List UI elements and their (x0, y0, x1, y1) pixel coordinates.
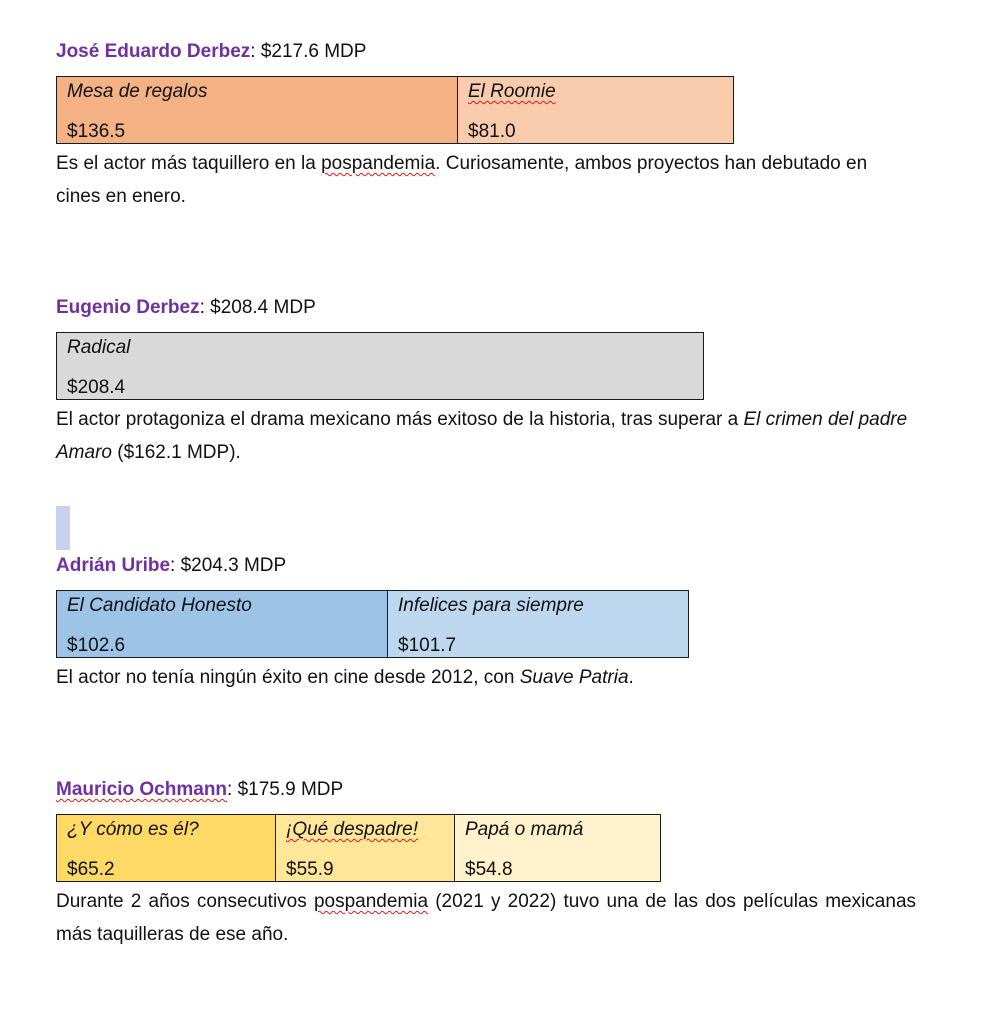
actor-heading (56, 554, 916, 578)
note-text: ($162.1 MDP). (111, 442, 241, 463)
actor-total: : $204.3 MDP (170, 555, 287, 576)
actor-heading (56, 40, 916, 64)
text-cursor-marker (56, 506, 70, 550)
note-film-title: El crimen del padre Amaro (56, 409, 908, 463)
actor-note (56, 885, 916, 951)
section-jose-eduardo-derbez (56, 40, 916, 213)
film-title (286, 819, 444, 841)
note-text: El actor protagoniza el drama mexicano más exitoso de la historia, tras superar a (56, 409, 744, 430)
note-film-title: Suave Patria (519, 667, 629, 688)
film-value: $54.8 (465, 859, 513, 880)
section-eugenio-derbez (56, 296, 916, 469)
film-title: Infelices para siempre (398, 595, 584, 616)
film-title: El Candidato Honesto (67, 595, 252, 616)
film-value: $102.6 (67, 635, 126, 656)
film-cell (57, 591, 388, 658)
actor-total: : $208.4 MDP (199, 297, 316, 318)
film-value: $65.2 (67, 859, 115, 880)
box-office-table (56, 814, 661, 882)
note-text: El actor no tenía ningún éxito en cine desde 2012, con (56, 667, 520, 688)
film-cell (458, 77, 734, 144)
film-cell (57, 815, 276, 882)
film-cell (276, 815, 455, 882)
actor-heading (56, 778, 916, 802)
note-text: Es el actor más taquillero en la (56, 153, 322, 174)
section-adrian-uribe (56, 554, 916, 694)
film-value: $101.7 (398, 635, 457, 656)
spellcheck-underline: ¡Qué despadre! (286, 819, 419, 840)
box-office-table (56, 76, 734, 144)
section-mauricio-ochmann (56, 778, 916, 951)
film-title: Radical (67, 337, 131, 358)
actor-total: : $175.9 MDP (227, 779, 344, 800)
film-title: ¿Y cómo es él? (67, 819, 199, 840)
film-value: $55.9 (286, 859, 334, 880)
film-cell (57, 77, 458, 144)
actor-heading (56, 296, 916, 320)
actor-name: Adrián Uribe (56, 555, 171, 576)
actor-note (56, 661, 916, 694)
film-title: Mesa de regalos (67, 81, 208, 102)
film-value: $81.0 (468, 121, 516, 142)
film-value: $208.4 (67, 377, 126, 398)
actor-total: : $217.6 MDP (250, 41, 367, 62)
box-office-table (56, 332, 704, 400)
film-cell (57, 333, 704, 400)
film-cell (388, 591, 689, 658)
actor-note (56, 147, 916, 213)
note-text: (2021 y 2022) tuvo una de las dos películas mexicanas más taquilleras de ese año. (56, 891, 917, 945)
actor-note (56, 403, 916, 469)
spellcheck-underline: El Roomie (468, 81, 556, 102)
note-text: . Curiosamente, ambos proyectos han debutado en cines en enero. (56, 153, 868, 207)
note-text: Durante 2 años consecutivos (56, 891, 314, 912)
note-text: . (628, 667, 634, 688)
film-value: $136.5 (67, 121, 126, 142)
film-title (468, 81, 723, 103)
actor-name: Eugenio Derbez (56, 297, 200, 318)
actor-name: José Eduardo Derbez (56, 41, 251, 62)
box-office-table (56, 590, 689, 658)
actor-name: Mauricio Ochmann (56, 779, 228, 800)
film-title: Papá o mamá (465, 819, 584, 840)
spellcheck-underline: pospandemia (321, 153, 436, 174)
film-cell (455, 815, 661, 882)
spellcheck-underline: pospandemia (313, 891, 429, 912)
